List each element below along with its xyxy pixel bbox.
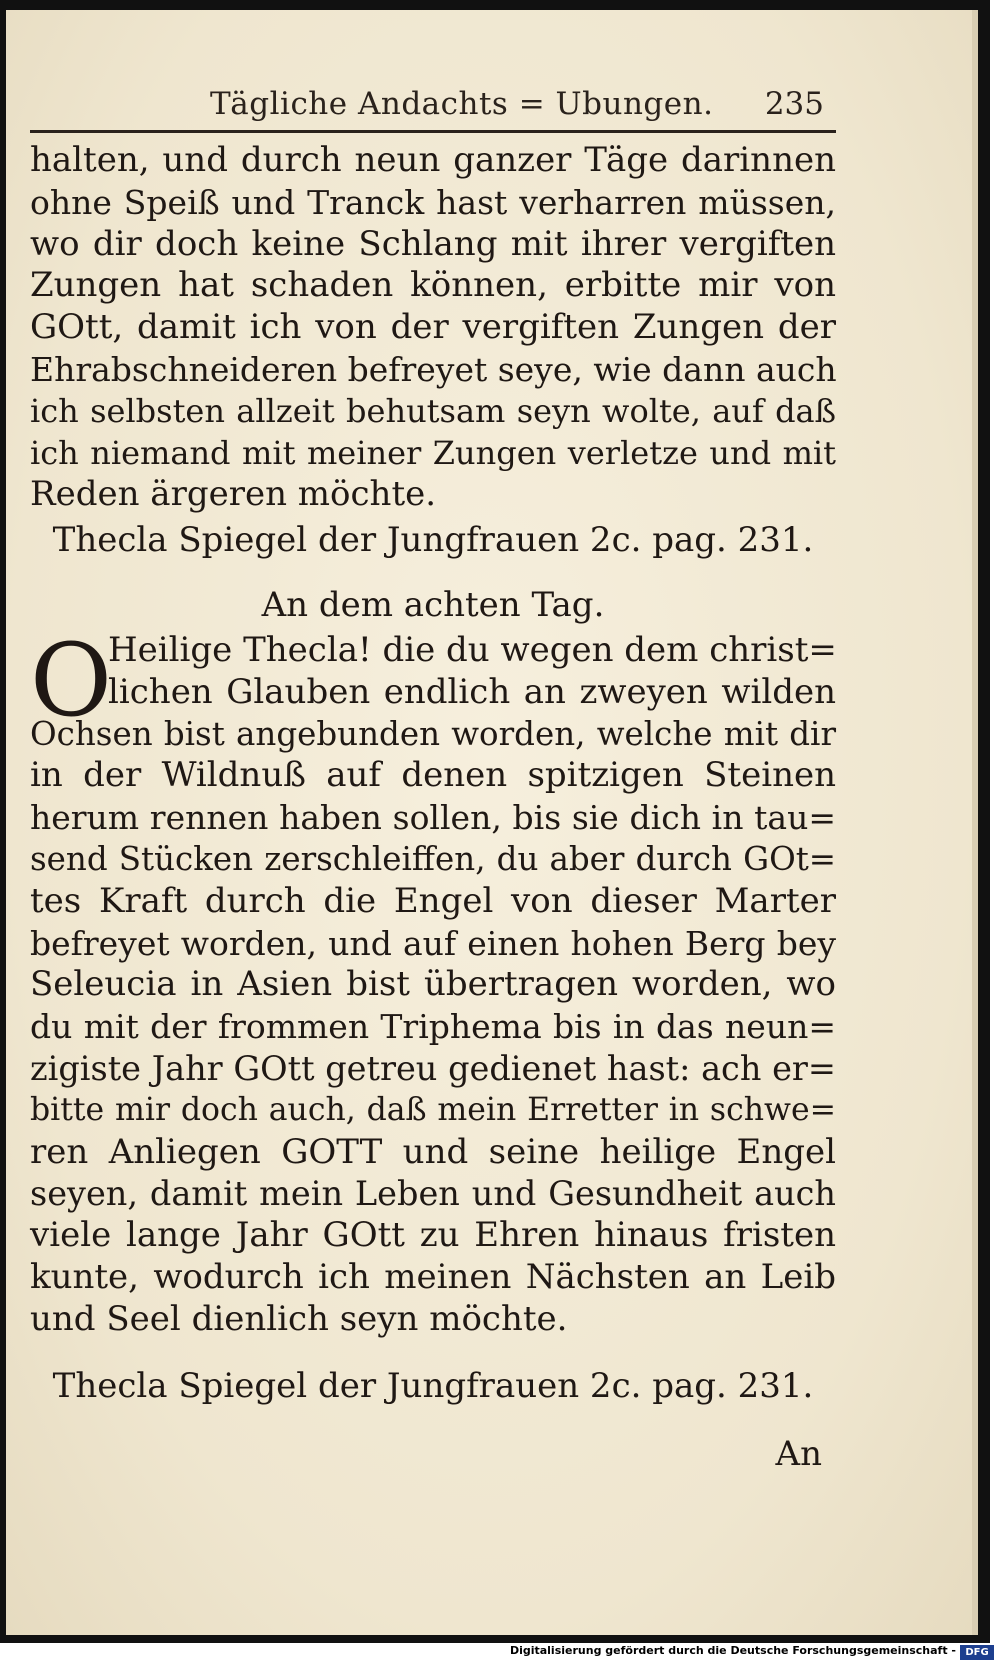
text-line: seyen, damit mein Leben und Gesundheit auch	[30, 1174, 836, 1214]
section-heading: An dem achten Tag.	[261, 585, 605, 625]
page-number: 235	[764, 86, 824, 122]
text-line: wo dir doch keine Schlang mit ihrer vergiften	[30, 223, 836, 264]
text-line: befreyet worden, und auf einen hohen Berg bey	[30, 923, 836, 963]
text-line: und Seel dienlich seyn möchte.	[30, 1298, 568, 1339]
source-citation: Thecla Spiegel der Jungfrauen 2c. pag. 231.	[52, 520, 814, 560]
source-citation: Thecla Spiegel der Jungfrauen 2c. pag. 231.	[52, 1366, 814, 1406]
paragraph-1	[30, 140, 836, 516]
text-line: viele lange Jahr GOtt zu Ehren hinaus fristen	[30, 1215, 836, 1256]
text-line: in der Wildnuß auf denen spitzigen Steinen	[30, 755, 836, 796]
digitization-footer	[0, 1643, 1000, 1665]
text-line: kunte, wodurch ich meinen Nächsten an Leib	[30, 1256, 836, 1297]
text-line: GOtt, damit ich von der vergiften Zungen der	[30, 307, 836, 348]
text-line: Reden ärgeren möchte.	[30, 474, 437, 515]
text-line: send Stücken zerschleiffen, du aber durch GOt=	[30, 839, 836, 878]
text-line: ohne Speiß und Tranck hast verharren müssen,	[30, 182, 836, 222]
text-line: ren Anliegen GOTT und seine heilige Engel	[30, 1131, 836, 1172]
text-line: halten, und durch neun ganzer Täge darinnen	[30, 140, 836, 180]
text-line: lichen Glauben endlich an zweyen wilden	[108, 671, 836, 712]
text-line: Zungen hat schaden können, erbitte mir von	[30, 265, 836, 306]
text-line: bitte mir doch auch, daß mein Erretter in schwe=	[30, 1091, 836, 1128]
text-line: Ehrabschneideren befreyet seye, wie dann auch	[30, 349, 837, 389]
catchword: An	[775, 1434, 822, 1474]
paragraph-2	[30, 622, 837, 1341]
dfg-logo: DFG	[960, 1645, 994, 1660]
funding-notice: Digitalisierung gefördert durch die Deutsche Forschungsgemeinschaft -	[509, 1644, 956, 1657]
text-line: Heilige Thecla! die du wegen dem christ=	[108, 630, 837, 670]
text-line: Seleucia in Asien bist übertragen worden, wo	[30, 964, 836, 1005]
text-line: du mit der frommen Triphema bis in das neun=	[30, 1007, 836, 1047]
text-line: zigiste Jahr GOtt getreu gedienet hast: ach er=	[30, 1048, 836, 1088]
text-line: ich niemand mit meiner Zungen verletze und mit	[30, 433, 836, 472]
text-line: ich selbsten allzeit behutsam seyn wolte, auf daß	[30, 391, 836, 430]
text-line: Ochsen bist angebunden worden, welche mit dir	[30, 714, 836, 753]
text-line: tes Kraft durch die Engel von dieser Marter	[30, 880, 836, 921]
text-line: herum rennen haben sollen, bis sie dich in tau=	[30, 798, 836, 838]
running-title: Tägliche Andachts = Ubungen.	[210, 86, 714, 122]
drop-initial: O	[30, 622, 112, 739]
page-header	[30, 86, 836, 133]
